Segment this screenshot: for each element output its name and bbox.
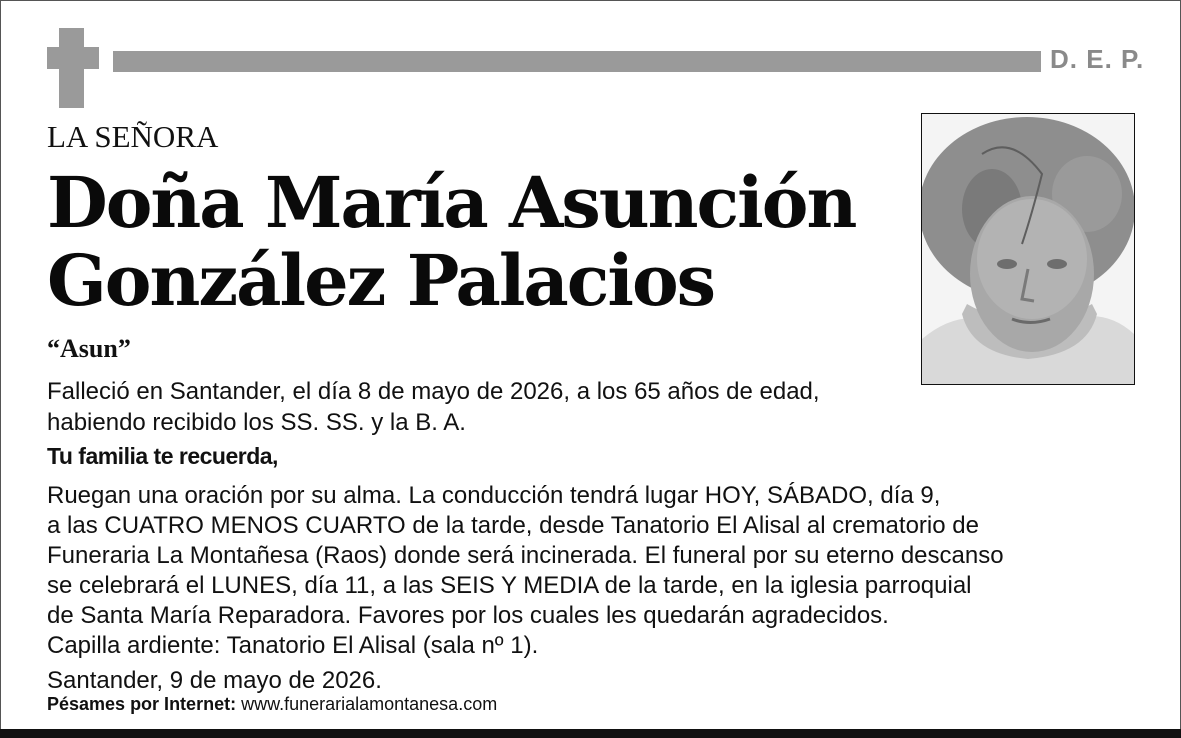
condolences-line <box>47 694 497 715</box>
paragraph2-line-6: Capilla ardiente: Tanatorio El Alisal (sala nº 1). <box>47 632 539 659</box>
header-rule <box>113 51 1041 72</box>
cross-icon-bar <box>47 47 99 69</box>
paragraph2-line-4: se celebrará el LUNES, día 11, a las SEIS Y MEDIA de la tarde, en la iglesia parroquial <box>47 572 972 599</box>
death-notice-paragraph <box>47 376 820 438</box>
paragraph1-line-2: habiendo recibido los SS. SS. y la B. A. <box>47 409 466 436</box>
place-date: Santander, 9 de mayo de 2026. <box>47 667 382 694</box>
paragraph2-line-3: Funeraria La Montañesa (Raos) donde será incinerada. El funeral por su eterno descanso <box>47 542 1004 569</box>
nickname: “Asun” <box>47 334 131 363</box>
family-line: Tu familia te recuerda, <box>47 443 278 469</box>
condolences-label: Pésames por Internet: <box>47 694 237 714</box>
dep-label: D. E. P. <box>1050 44 1145 74</box>
paragraph2-line-5: de Santa María Reparadora. Favores por los cuales les quedarán agradecidos. <box>47 602 889 629</box>
portrait-photo <box>921 113 1135 385</box>
paragraph2-line-1: Ruegan una oración por su alma. La conducción tendrá lugar HOY, SÁBADO, día 9, <box>47 482 941 509</box>
honorific: LA SEÑORA <box>47 119 219 154</box>
portrait-image <box>922 114 1134 384</box>
funeral-details-paragraph <box>47 481 1004 661</box>
name-line-1: Doña María Asunción <box>47 161 856 244</box>
name-line-2: González Palacios <box>47 239 715 322</box>
paragraph1-line-1: Falleció en Santander, el día 8 de mayo de 2026, a los 65 años de edad, <box>47 378 820 405</box>
condolences-url[interactable]: www.funerarialamontanesa.com <box>241 694 498 714</box>
paragraph2-line-2: a las CUATRO MENOS CUARTO de la tarde, desde Tanatorio El Alisal al crematorio de <box>47 512 979 539</box>
bottom-rule <box>0 729 1181 738</box>
deceased-name <box>47 161 856 322</box>
